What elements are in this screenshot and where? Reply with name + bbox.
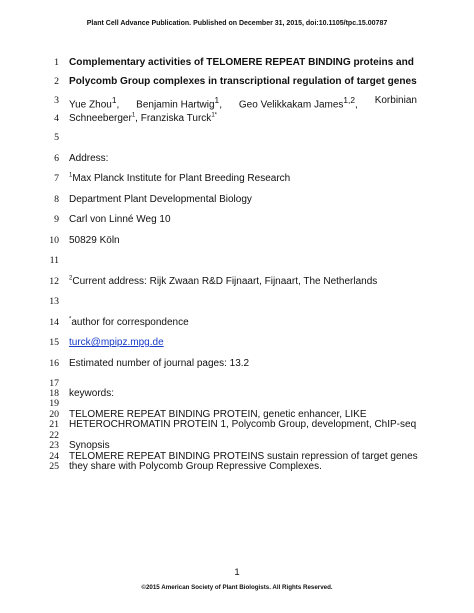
institute: $^1$Max Planck Institute for Plant Breeding Research xyxy=(69,172,291,184)
journal-header: Plant Cell Advance Publication. Published on December 31, 2015, doi:10.1105/tpc.15.00787 xyxy=(86,20,388,27)
title-word: and xyxy=(396,57,414,68)
current-address: $^2$Current address: Rijk Zwaan R&D Fijnaart, Fijnaart, The Netherlands xyxy=(69,275,378,287)
email-link[interactable]: turck@mpipz.mpg.de xyxy=(69,337,164,348)
correspondence-note: *author for correspondence xyxy=(69,316,189,328)
line-number: 16 xyxy=(49,358,59,369)
street-address: Carl von Linné Weg 10 xyxy=(69,214,171,225)
keywords-label: keywords: xyxy=(69,388,115,399)
author-name: Geo Velikkakam James$^{1,2}$, xyxy=(238,95,358,111)
title-word: TELOMERE xyxy=(206,57,263,68)
synopsis-line-1: TELOMERE REPEAT BINDING PROTEINS sustain repression of target genes xyxy=(69,451,418,462)
copyright-footer: ©2015 American Society of Plant Biologists. All Rights Reserved. xyxy=(141,584,333,591)
authors-line-2: Schneeberger$^1$, Franziska Turck$^{1*}$ xyxy=(69,112,217,124)
line-number: 18 xyxy=(49,388,59,399)
journal-pages: Estimated number of journal pages: 13.2 xyxy=(69,358,250,369)
line-number: 5 xyxy=(54,132,59,143)
title-word: proteins xyxy=(353,57,394,68)
title-line-1 xyxy=(69,57,414,68)
line-number: 7 xyxy=(54,173,59,184)
line-number: 15 xyxy=(49,337,59,348)
line-number: 11 xyxy=(49,255,59,266)
line-number: 8 xyxy=(54,194,59,205)
synopsis-line-2: they share with Polycomb Group Repressive Complexes. xyxy=(69,461,322,472)
line-number: 25 xyxy=(49,461,59,472)
city: 50829 Köln xyxy=(69,235,120,246)
line-number: 9 xyxy=(54,214,59,225)
line-number: 24 xyxy=(49,451,59,462)
line-number: 23 xyxy=(49,440,59,451)
title-word: activities xyxy=(148,57,192,68)
author-name: Yue Zhou$^1$, xyxy=(69,95,120,111)
title-line-2: Polycomb Group complexes in transcriptional regulation of target genes xyxy=(69,76,417,87)
line-number: 21 xyxy=(49,419,59,430)
line-number: 4 xyxy=(54,113,59,124)
author-name: Benjamin Hartwig$^1$, xyxy=(136,95,222,111)
keywords-line-2: HETEROCHROMATIN PROTEIN 1, Polycomb Group, development, ChIP-seq xyxy=(69,419,417,430)
keywords-line-1: TELOMERE REPEAT BINDING PROTEIN, genetic enhancer, LIKE xyxy=(69,409,367,420)
department: Department Plant Developmental Biology xyxy=(69,194,252,205)
line-number: 3 xyxy=(54,95,59,106)
title-word: BINDING xyxy=(308,57,351,68)
synopsis-label: Synopsis xyxy=(69,440,110,451)
line-number: 22 xyxy=(49,430,59,441)
line-number: 20 xyxy=(49,409,59,420)
title-word: Complementary xyxy=(69,57,146,68)
line-number: 13 xyxy=(49,296,59,307)
author-name: Korbinian xyxy=(374,95,417,106)
address-label: Address: xyxy=(69,153,109,164)
line-number: 2 xyxy=(54,76,59,87)
line-number: 17 xyxy=(49,378,59,389)
authors-line-1 xyxy=(69,95,417,110)
title-word: of xyxy=(194,57,204,68)
line-number: 6 xyxy=(54,153,59,164)
line-number: 10 xyxy=(49,235,59,246)
line-number: 19 xyxy=(49,398,59,409)
line-number: 14 xyxy=(49,317,59,328)
line-number: 12 xyxy=(49,276,59,287)
page-number: 1 xyxy=(234,567,240,578)
title-word: REPEAT xyxy=(265,57,306,68)
line-number: 1 xyxy=(54,57,59,68)
